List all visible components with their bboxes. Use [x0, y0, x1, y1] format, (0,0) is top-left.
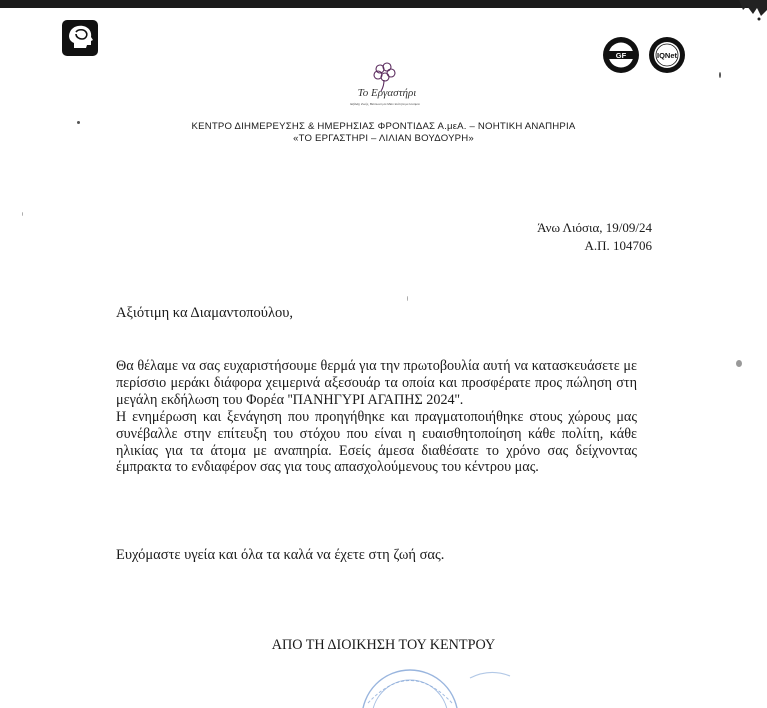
- letter-body: [116, 358, 637, 476]
- body-paragraph-2: Η ενημέρωση και ξενάγηση που προηγήθηκε και πραγματοποιήθηκε στους χώρους μας συνέβαλλε στην επίτευξη του στόχου που είναι η ευαισθητοποίηση κάθε πολίτη, κάθε ηλικίας για τα άτομα με αναπηρία. Εσείς άμεσα διαθέσατε το χρόνο σας δείχνοντας έμπρακτα το ενδιαφέρον σας για τους απασχολούμενους του κέντρου μας.: [116, 408, 637, 476]
- letter-greeting: Αξιότιμη κα Διαμαντοπούλου,: [116, 305, 294, 321]
- protocol-number: Α.Π. 104706: [584, 238, 652, 253]
- certification-badge-iqnet-icon: [648, 36, 686, 74]
- signature-heading: ΑΠΟ ΤΗ ΔΙΟΙΚΗΣΗ ΤΟΥ ΚΕΝΤΡΟΥ: [271, 637, 496, 653]
- scan-top-border: [0, 0, 767, 8]
- scan-corner-noise: [735, 0, 767, 22]
- scan-speck: [22, 212, 23, 216]
- place-and-date: Άνω Λιόσια, 19/09/24: [537, 220, 652, 235]
- cert-label-iqnet: IQNet: [656, 51, 678, 60]
- head-profile-logo-icon: [62, 20, 98, 56]
- body-paragraph-1: Θα θέλαμε να σας ευχαριστήσουμε θερμά για την πρωτοβουλία αυτή να κατασκευάσετε με περίσσιο μεράκι διάφορα χειμερινά αξεσουάρ τα οποία και προσφέρατε προς πώληση στη μεγάλη εκδήλωση του Φορέα ''ΠΑΝΗΓΥΡΙ ΑΓΑΠΗΣ 2024''.: [116, 358, 637, 408]
- org-name-line-2: «ΤΟ ΕΡΓΑΣΤΗΡΙ – ΛΙΛΙΑΝ ΒΟΥΔΟΥΡΗ»: [293, 133, 474, 144]
- official-stamp-seal: [340, 648, 550, 708]
- scan-speck: [407, 296, 408, 301]
- scan-speck: [77, 121, 80, 124]
- org-name-line-1: ΚΕΝΤΡΟ ΔΙΗΜΕΡΕΥΣΗΣ & ΗΜΕΡΗΣΙΑΣ ΦΡΟΝΤΙΔΑΣ Α.μεΑ. – ΝΟΗΤΙΚΗ ΑΝΑΠΗΡΙΑ: [191, 121, 576, 132]
- logo-brand-text: Το Εργαστήρι: [357, 87, 417, 99]
- logo-tagline: Εξέλιξη Ζωής, Βελτίωση σε Μίαν Ισότητα με Ισοτιμία: [350, 102, 420, 106]
- scan-speck: [719, 72, 721, 78]
- cert-label-gf: GF: [615, 51, 627, 60]
- scan-speck: [736, 360, 742, 367]
- letter-closing: Ευχόμαστε υγεία και όλα τα καλά να έχετε στη ζωή σας.: [116, 547, 445, 563]
- to-ergastiri-logo: [340, 60, 430, 108]
- certification-badge-gf-icon: [602, 36, 640, 74]
